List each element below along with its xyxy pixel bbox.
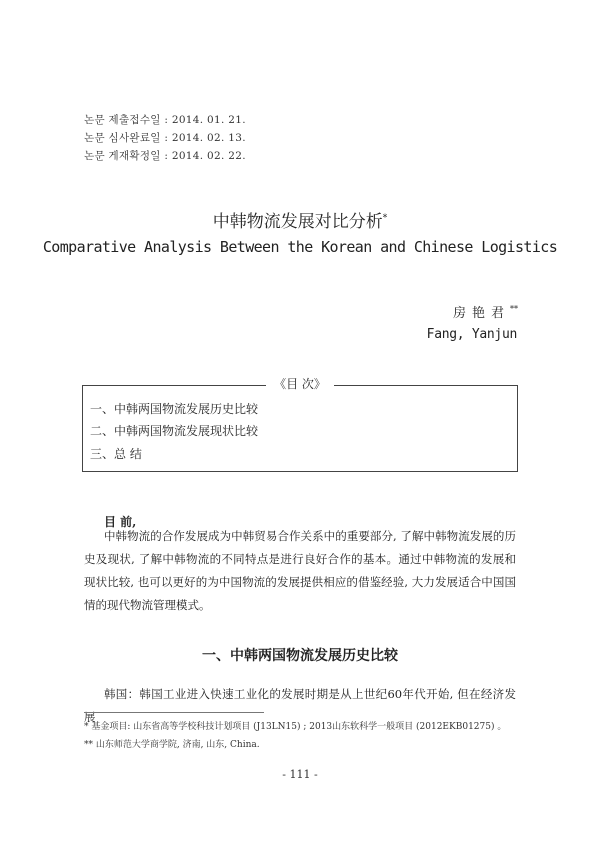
paper-title-chinese: 中韩物流发展对比分析* — [212, 212, 388, 232]
footnote-1: * 基金项目: 山东省高等学校科技计划项目 (J13LN15) ; 2013山东软科学一般项目 (2012EKB01275) 。 — [84, 722, 507, 732]
toc-item: 一、中韩两国物流发展历史比较 — [90, 402, 259, 416]
meta-accept-date: 논문 게재확정일 : 2014. 02. 22. — [84, 150, 246, 162]
section-1-heading: 一、中韩两国物流发展历史比较 — [202, 648, 398, 664]
paper-title-english: Comparative Analysis Between the Korean and Chinese Logistics — [42, 238, 558, 256]
meta-submission-date: 논문 제출접수일 : 2014. 01. 21. — [84, 114, 246, 126]
toc-item: 二、中韩两国物流发展现状比较 — [90, 424, 259, 438]
footnote-2: ** 山东师范大学商学院, 济南, 山东, China. — [84, 740, 260, 750]
meta-review-date: 논문 심사완료일 : 2014. 02. 13. — [84, 132, 246, 144]
preface-paragraph: 中韩物流的合作发展成为中韩贸易合作关系中的重要部分, 了解中韩物流发展的历史及现状, 了解中韩物流的不同特点是进行良好合作的基本。通过中韩物流的发展和现状比较, 也可以更好的为中国物流的发展提供相应的借鉴经验, 大力发展适合中国国情的现代物流管理模式。 — [84, 529, 516, 612]
section-1-paragraph: 韩国：韩国工业进入快速工业化的发展时期是从上世纪60年代开始, 但在经济发展 — [84, 687, 516, 724]
page-number: - 111 - — [282, 768, 318, 781]
toc-title: 《目 次》 — [0, 375, 600, 392]
preface-heading: 目 前, — [104, 515, 137, 529]
author-name-chinese: 房艳君** — [452, 304, 518, 321]
toc-item: 三、总 结 — [90, 447, 142, 461]
author-name-english: Fang, Yanjun — [426, 327, 517, 342]
footnote-divider — [84, 712, 264, 713]
